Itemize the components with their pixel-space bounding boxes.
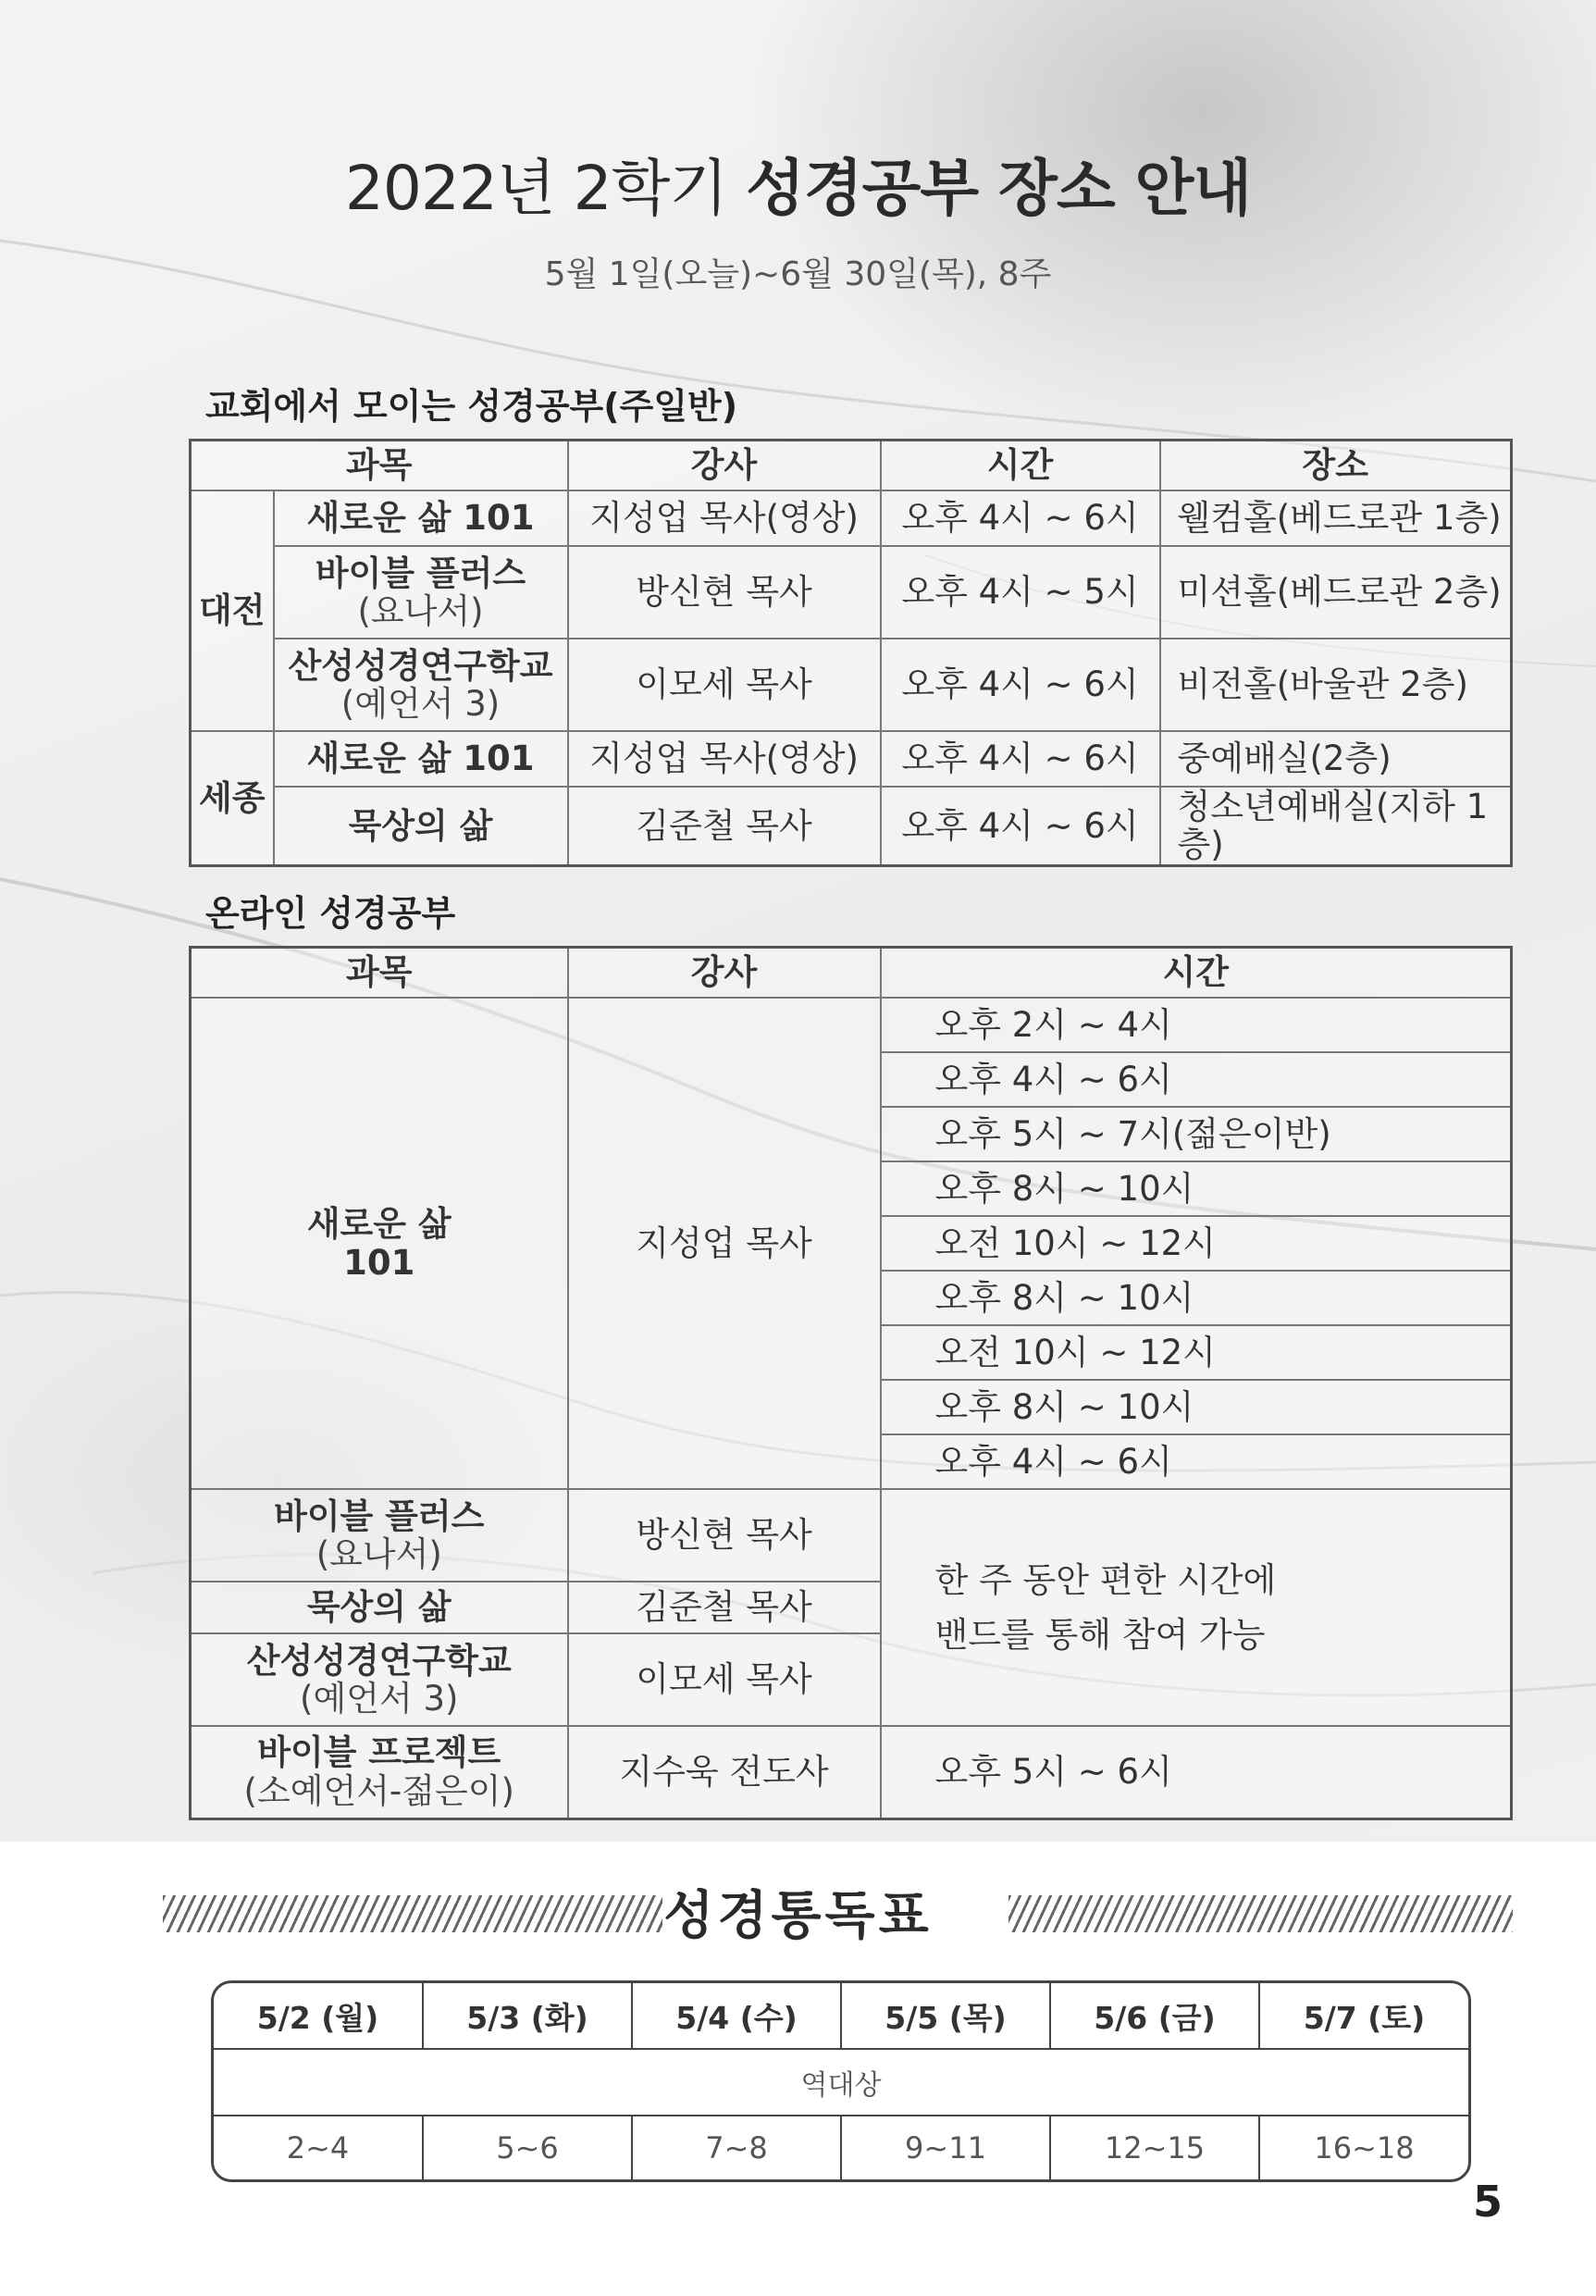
online-schedule-table <box>189 946 1513 1820</box>
reading-day: 5/2 (월) <box>214 1983 423 2049</box>
class-time: 오후 8시 ~ 10시 <box>881 1271 1512 1325</box>
class-time: 오후 4시 ~ 6시 <box>881 490 1160 546</box>
table-header-row <box>191 948 1512 999</box>
online-section-title: 온라인 성경공부 <box>205 893 456 934</box>
class-place: 청소년예배실(지하 1층) <box>1160 787 1512 865</box>
table-row <box>191 639 1512 731</box>
teacher-name: 김준철 목사 <box>568 787 881 865</box>
teacher-name: 지수욱 전도사 <box>568 1726 881 1818</box>
reading-day: 5/7 (토) <box>1259 1983 1468 2049</box>
course-name: 산성성경연구학교 <box>288 645 553 686</box>
reading-chapters: 5~6 <box>423 2116 632 2179</box>
reading-chapters-row <box>214 2116 1468 2179</box>
class-time: 오후 8시 ~ 10시 <box>881 1380 1512 1434</box>
reading-day: 5/6 (금) <box>1050 1983 1259 2049</box>
course-subtitle: (소예언서-젊은이) <box>243 1770 514 1811</box>
course-cell <box>191 1726 568 1818</box>
course-subtitle: (예언서 3) <box>340 684 501 724</box>
reading-days-row <box>214 1983 1468 2049</box>
page-title <box>0 139 1596 227</box>
teacher-name: 방신현 목사 <box>568 1489 881 1582</box>
church-schedule-table <box>189 439 1513 867</box>
band-note <box>881 1489 1512 1726</box>
band-note-line2: 밴드를 통해 참여 가능 <box>934 1615 1266 1655</box>
title-prefix: 2022년 2학기 <box>344 153 728 224</box>
teacher-name: 이모세 목사 <box>568 1633 881 1726</box>
course-subtitle: (예언서 3) <box>300 1679 459 1719</box>
column-header-teacher: 강사 <box>568 948 881 999</box>
class-time: 오후 4시 ~ 6시 <box>881 1052 1512 1107</box>
course-name: 바이블 플러스 <box>274 1496 485 1536</box>
page-subtitle: 5월 1일(오늘)~6월 30일(목), 8주 <box>544 255 1052 293</box>
class-time: 오후 2시 ~ 4시 <box>881 998 1512 1052</box>
reading-day: 5/3 (화) <box>423 1983 632 2049</box>
class-time: 오후 4시 ~ 6시 <box>881 787 1160 865</box>
column-header-time: 시간 <box>881 948 1512 999</box>
table-row <box>191 490 1512 546</box>
course-subtitle: (요나서) <box>315 1534 442 1574</box>
course-name: 바이블 플러스 <box>315 552 526 593</box>
teacher-name: 지성업 목사(영상) <box>568 490 881 546</box>
table-row <box>191 1489 1512 1582</box>
table-header-row <box>191 441 1512 491</box>
reading-chapters: 12~15 <box>1050 2116 1259 2179</box>
course-cell <box>274 546 568 639</box>
class-place: 비전홀(바울관 2층) <box>1160 639 1512 731</box>
class-time: 오후 8시 ~ 10시 <box>881 1161 1512 1216</box>
reading-book: 역대상 <box>214 2049 1468 2116</box>
course-number: 101 <box>343 1242 415 1283</box>
reading-chapters: 2~4 <box>214 2116 423 2179</box>
course-cell <box>191 998 568 1489</box>
reading-day: 5/5 (목) <box>841 1983 1050 2049</box>
teacher-name: 지성업 목사 <box>568 998 881 1489</box>
reading-chapters: 16~18 <box>1259 2116 1468 2179</box>
course-name: 바이블 프로젝트 <box>257 1732 501 1773</box>
table-row <box>191 1726 1512 1818</box>
title-main: 성경공부 장소 안내 <box>746 153 1252 224</box>
teacher-name: 이모세 목사 <box>568 639 881 731</box>
teacher-name: 방신현 목사 <box>568 546 881 639</box>
course-name: 묵상의 삶 <box>191 1582 568 1633</box>
column-header-teacher: 강사 <box>568 441 881 491</box>
reading-day: 5/4 (수) <box>632 1983 841 2049</box>
class-time: 오후 4시 ~ 6시 <box>881 731 1160 787</box>
column-header-course: 과목 <box>191 948 568 999</box>
course-subtitle: (요나서) <box>357 591 484 631</box>
class-time: 오후 4시 ~ 5시 <box>881 546 1160 639</box>
reading-chapters: 7~8 <box>632 2116 841 2179</box>
course-name: 새로운 삶 101 <box>274 731 568 787</box>
teacher-name: 김준철 목사 <box>568 1582 881 1633</box>
class-place: 웰컴홀(베드로관 1층) <box>1160 490 1512 546</box>
course-cell <box>274 639 568 731</box>
course-cell <box>191 1489 568 1582</box>
page-number: 5 <box>1473 2177 1503 2227</box>
table-row <box>191 998 1512 1052</box>
course-name: 새로운 삶 <box>306 1204 452 1245</box>
class-time: 오전 10시 ~ 12시 <box>881 1325 1512 1380</box>
class-place: 미션홀(베드로관 2층) <box>1160 546 1512 639</box>
reading-chapters: 9~11 <box>841 2116 1050 2179</box>
band-note-line1: 한 주 동안 편한 시간에 <box>934 1559 1277 1600</box>
class-time: 오전 10시 ~ 12시 <box>881 1216 1512 1271</box>
column-header-time: 시간 <box>881 441 1160 491</box>
table-row <box>191 546 1512 639</box>
class-time: 오후 4시 ~ 6시 <box>881 639 1160 731</box>
class-place: 중예배실(2층) <box>1160 731 1512 787</box>
reading-book-row <box>214 2049 1468 2116</box>
table-row <box>191 731 1512 787</box>
church-section-title: 교회에서 모이는 성경공부(주일반) <box>205 386 738 427</box>
class-time: 오후 4시 ~ 6시 <box>881 1434 1512 1489</box>
column-header-place: 장소 <box>1160 441 1512 491</box>
course-name: 산성성경연구학교 <box>246 1640 512 1681</box>
region-sejong: 세종 <box>191 731 274 865</box>
class-time: 오후 5시 ~ 6시 <box>881 1726 1512 1818</box>
teacher-name: 지성업 목사(영상) <box>568 731 881 787</box>
reading-plan-title: 성경통독표 <box>663 1886 933 1946</box>
class-time: 오후 5시 ~ 7시(젊은이반) <box>881 1107 1512 1161</box>
region-daejeon: 대전 <box>191 490 274 731</box>
course-name: 새로운 삶 101 <box>274 490 568 546</box>
course-name: 묵상의 삶 <box>274 787 568 865</box>
reading-plan-table <box>211 1980 1471 2182</box>
column-header-course: 과목 <box>191 441 568 491</box>
course-cell <box>191 1633 568 1726</box>
table-row <box>191 787 1512 865</box>
